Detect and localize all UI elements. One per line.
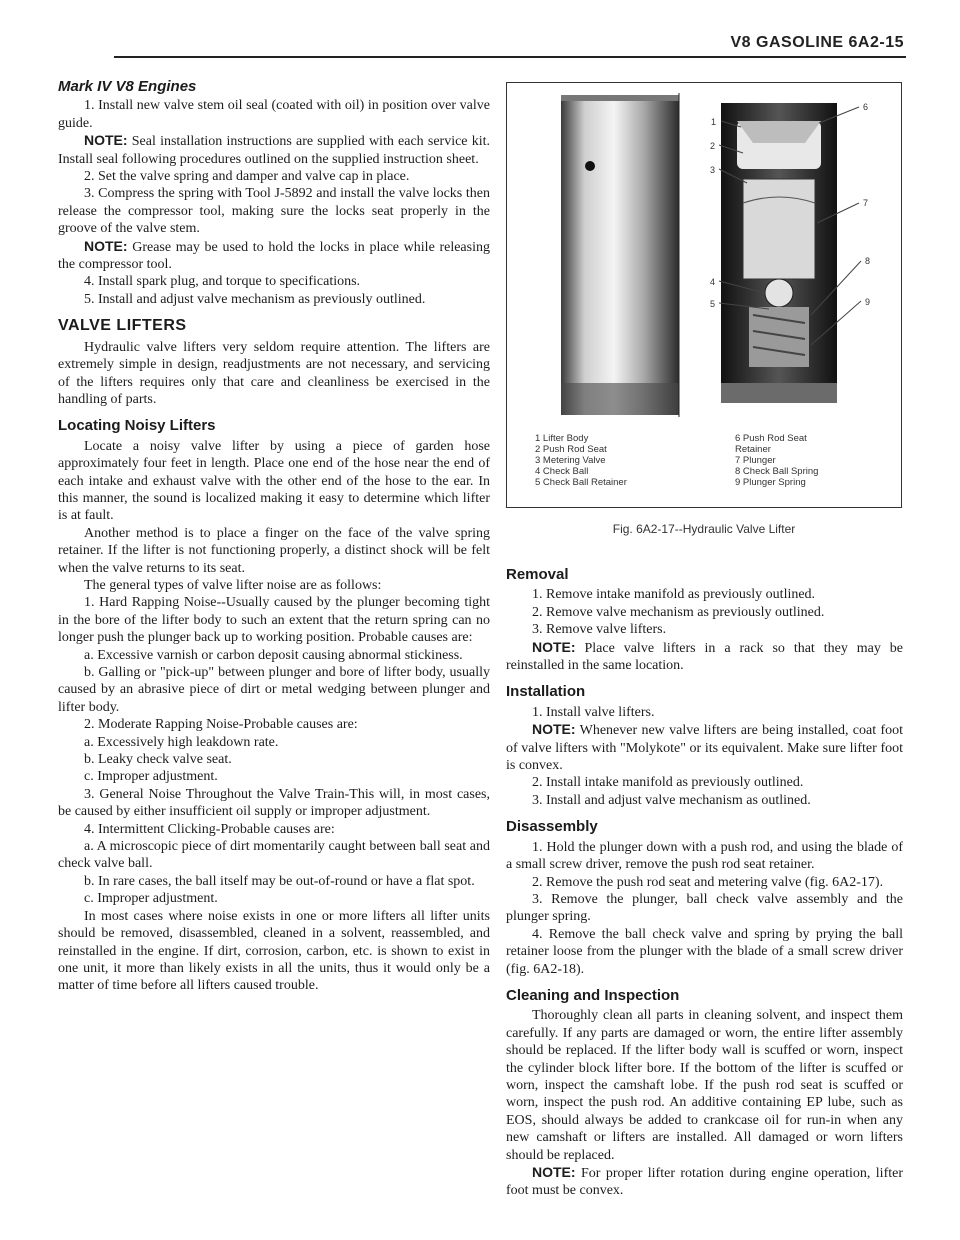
note [58,132,490,168]
note-label: NOTE: [84,237,128,254]
note-text: Place valve lifters in a rack so that they may be reinstalled in the same location. [506,640,903,674]
mark-iv-heading: Mark IV V8 Engines [58,78,197,95]
paragraph: Thoroughly clean all parts in cleaning solvent, and inspect them carefully. If any parts are damaged or worn, the entire lifter assembly should be replaced. If the lifter body wall is scuffed or worn, inspect the cylinder block lifter bore. If the bottom of the lifter is scuffed or worn, inspect the camshaft lobe. If the push rod seat is scuffed or worn, inspect the push rod. An additive containing EP lube, such as EOS, should always be added to crankcase oil for run-in when any new camshaft or lifters are installed. All damaged or worn lifters should be replaced. [506,1008,903,1163]
note [506,1164,903,1200]
legend-item: 9 Plunger Spring [735,477,806,488]
list-item: 3. Install and adjust valve mechanism as outlined. [532,792,811,808]
callout-number: 5 [710,299,716,309]
list-item: 2. Install intake manifold as previously outlined. [532,775,804,791]
list-item: a. Excessive varnish or carbon deposit causing abnormal stickiness. [84,647,463,663]
callout-number: 3 [710,165,716,175]
note-text: Grease may be used to hold the locks in place while releasing the compressor tool. [58,239,490,273]
note-label: NOTE: [84,132,128,149]
list-item: c. Improper adjustment. [84,769,218,785]
list-item: 4. Intermittent Clicking-Probable causes are: [84,821,335,837]
paragraph: 5. Install and adjust valve mechanism as previously outlined. [84,291,426,307]
disassembly-heading: Disassembly [506,818,598,836]
paragraph: Hydraulic valve lifters very seldom require attention. The lifters are extremely simple in design, readjustments are not necessary, and servicing of the lifters requires only that care and cleanliness be exercised in the handling of parts. [58,339,490,407]
list-item: a. A microscopic piece of dirt momentarily caught between ball seat and check valve ball. [58,839,490,872]
left-column [58,78,490,995]
legend-item: 3 Metering Valve [535,455,606,466]
callout-number: 9 [865,297,871,307]
list-item: 3. Remove the plunger, ball check valve assembly and the plunger spring. [506,891,903,925]
list-item: 2. Moderate Rapping Noise-Probable causes are: [84,717,358,733]
paragraph: Another method is to place a finger on the face of the valve spring retainer. If the lifter is not functioning properly, a distinct shock will be felt when the valve returns to its seat. [58,525,490,576]
list-item: 4. Remove the ball check valve and spring by prying the ball retainer loose from the plunger with the blade of a small screw driver (fig. 6A2-18). [506,926,903,977]
legend-item: 1 Lifter Body [535,433,589,444]
right-column [506,566,903,1200]
page-header-title: V8 GASOLINE 6A2-15 [730,34,904,51]
callout-number: 4 [710,277,716,287]
callout-number: 7 [863,198,869,208]
callout-number: 8 [865,256,871,266]
list-item: 2. Remove valve mechanism as previously outlined. [532,604,825,620]
list-item: a. Excessively high leakdown rate. [84,734,279,750]
legend-left-column [535,433,627,488]
list-item: 2. Remove the push rod seat and metering valve (fig. 6A2-17). [532,874,884,890]
note-label: NOTE: [532,638,576,655]
paragraph: 1. Install new valve stem oil seal (coated with oil) in position over valve guide. [58,98,490,131]
valve-lifters-heading: VALVE LIFTERS [58,317,187,335]
note-label: NOTE: [532,1164,576,1180]
paragraph: 4. Install spark plug, and torque to specifications. [84,274,361,290]
list-item: 3. Remove valve lifters. [532,622,667,638]
paragraph: 2. Set the valve spring and damper and valve cap in place. [84,169,410,185]
legend-item: 5 Check Ball Retainer [535,477,627,488]
callout-number: 6 [863,102,869,112]
figure-caption: Fig. 6A2-17--Hydraulic Valve Lifter [612,522,796,536]
lifter-exterior [561,95,679,415]
removal-heading: Removal [506,566,569,583]
list-item: 1. Install valve lifters. [532,704,655,720]
list-item: c. Improper adjustment. [84,891,218,907]
paragraph: 3. Compress the spring with Tool J-5892 and install the valve locks then release the compressor tool, making sure the locks seat properly in the groove of the valve stem. [58,186,490,237]
callout-number: 1 [711,117,717,127]
paragraph: In most cases where noise exists in one or more lifters all lifter units should be removed, disassembled, cleaned in a solvent, reassembled, and reinstalled in the engine. If dirt, corrosion, carbon, etc. is shown to exist in one unit, it more than likely exists in all the units, thus it would only be a matter of time before all lifters caused trouble. [58,908,490,994]
legend-item: 7 Plunger [735,455,776,466]
note-label: NOTE: [532,721,576,738]
legend-item: 6 Push Rod Seat [735,433,807,444]
lifter-illustration [507,83,900,423]
legend-right-column [735,433,818,488]
list-item: 1. Hard Rapping Noise--Usually caused by the plunger becoming tight in the bore of the lifter body to such an extent that the return spring can no longer push the plunger back up to working position. Probable causes are: [58,595,490,646]
cleaning-inspection-heading: Cleaning and Inspection [506,986,680,1004]
callout-number: 2 [710,141,716,151]
locating-noisy-lifters-heading: Locating Noisy Lifters [58,417,216,435]
legend-item: 8 Check Ball Spring [735,466,819,477]
paragraph: Locate a noisy valve lifter by using a piece of garden hose approximately four feet in length. Place one end of the hose near the end of each intake and exhaust valve with the other end of the hose to the ear. In this manner, the sound is localized making it easy to determine which lifter is at fault. [58,438,490,524]
note-text: For proper lifter rotation during engine operation, lifter foot must be convex. [506,1166,903,1199]
legend-item: Retainer [735,444,771,455]
list-item: 3. General Noise Throughout the Valve Train-This will, in most cases, be caused by either insufficient oil supply or improper adjustment. [58,786,490,820]
header-rule [114,56,906,58]
note [506,721,903,774]
installation-heading: Installation [506,683,586,701]
note [58,238,490,274]
list-item: b. Leaky check valve seat. [84,752,232,768]
list-item: b. Galling or "pick-up" between plunger and bore of lifter body, usually caused by an abrasive piece of dirt or metal wedging between plunger and lifter body. [58,665,490,715]
list-item: 1. Remove intake manifold as previously outlined. [532,587,816,603]
paragraph: The general types of valve lifter noise are as follows: [84,577,382,593]
legend-item: 4 Check Ball [535,466,589,477]
list-item: 1. Hold the plunger down with a push rod, and using the blade of a small screw driver, remove the push rod seat retainer. [506,839,903,873]
list-item: b. In rare cases, the ball itself may be out-of-round or have a flat spot. [84,873,475,889]
note-text: Seal installation instructions are supplied with each service kit. Install seal following procedures outlined on the supplied instruction sheet. [58,134,490,167]
note [506,639,903,675]
hydraulic-valve-lifter-figure [506,82,902,508]
note-text: Whenever new valve lifters are being installed, coat foot of valve lifters with "Molykote" or its equivalent. Make sure lifter foot is convex. [506,723,903,774]
legend-item: 2 Push Rod Seat [535,444,607,455]
